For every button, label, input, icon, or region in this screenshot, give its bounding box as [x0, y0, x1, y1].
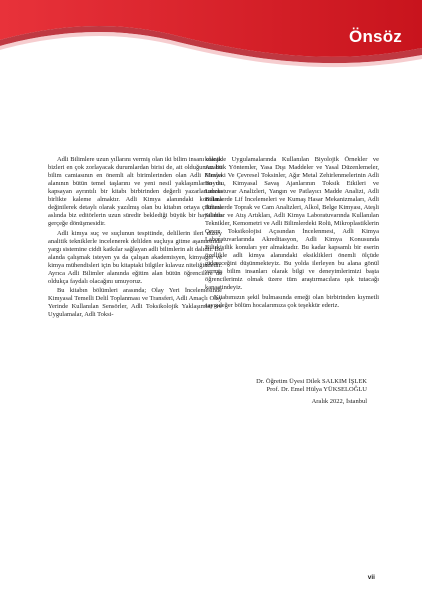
left-text-column	[48, 156, 222, 320]
page-title: Önsöz	[349, 27, 402, 46]
paragraph: Adli kimya suç ve suçlunun tespitinde, delillerin ileri düzey analitik tekniklerle incelenerek delilden suçluya gitme aşamasında yargı sistemine ciddi katkılar sağlayan adli bilimlerin alt dalıdır. Bu alanda çalışmak isteyen ya da çalışan akademisyen, kimyager ve kimya mühendisleri için bu kitaptaki bilgiler kılavuz niteliğindedir. Ayrıca Adli Bilimler alanında eğitim alan bütün öğrencilere de oldukça faydalı olacağını umuyoruz.	[48, 229, 223, 285]
signature-name-1: Dr. Öğretim Üyesi Dilek SALKIM İŞLEK	[256, 378, 367, 385]
paragraph: kolojide Uygulamalarında Kullanılan Biyolojik Örnekler ve Analitik Yöntemler, Yasa Dışı Maddeler ve Yasal Düzenlemeler, Mesleki Ve Çevresel Toksinler, Ağır Metal Zehirlenmelerinin Adli Boyutu, Kimyasal Savaş Ajanlarının Toksik Etkileri ve Laboratuvar Analizleri, Yangın ve Patlayıcı Madde Analizi, Adli Bilimlerde Lif İncelemeleri ve Kumaş Hasar Mekanizmaları, Adli Bilimlerde Toprak ve Cam Analizleri, Alkol, Belge Kimyası, Ateşli Silahlar ve Atış Artıkları, Adli Kimya Laboratuvarında Kullanılan Teknikler, Kemometri ve Adli Bilimlerdeki Rolü, Mikroplastiklerin Çevre Toksikolojisi Açısından İncelenmesi, Adli Kimya Laboratuvarlarında Akreditasyon, Adli Kimya Konusunda Bilirkişilik konuları yer almaktadır. Bu kadar kapsamlı bir eserin özellikle adli kimya alanındaki eksiklikleri önemli ölçüde gidereceğini düşünmekteyiz. Bu yolda ilerleyen bu alana gönül vermiş bilim insanları olarak bilgi ve deneyimlerimizi başta öğrencilerimiz olmak üzere tüm araştırmacılara ışık tutacağı kanaatindeyiz.	[205, 156, 379, 292]
page-number: vii	[367, 574, 375, 581]
right-text-column	[205, 156, 379, 310]
paragraph: Kitabımızın şekil bulmasında emeği olan birbirinden kıymetli saygıdeğer bölüm hocalarımıza çok teşekkür ederiz.	[205, 293, 379, 309]
header-banner	[0, 0, 422, 84]
paragraph: Adli Bilimlere uzun yıllarını vermiş olan iki bilim insanı olarak bizleri en çok zorlayacak durumlardan birisi de, ait olduğumuz bu bilim camiasının en önemli alt birimlerinden olan Adli Kimya alanının bütün temel taşlarını ve yeni nesil yaklaşımlarını da kapsayan ayrıntılı bir kitabı birbirinden değerli yazarlarımızla birlikte kaleme almaktır. Adli Kimya alanındaki konulara değinilerek detaylı olarak yazılmış olan bu kitabın ortaya çıkması aslında biz editörlerin uzun süredir beklediği büyük bir hayalinin gerçeğe dönüşmesidir.	[48, 156, 222, 228]
signature-name-2: Prof. Dr. Emel Hülya YÜKSELOĞLU	[266, 386, 367, 393]
paragraph: Bu kitabın bölümleri arasında; Olay Yeri İncelemesinde Kimyasal Temelli Delil Toplanması ve Transferi, Adli Amaçlı Olay Yerinde Kullanılan Sensörler, Adli Toksikolojik Yaklaşımlar ve Uygulamalar, Adli Toksi-	[48, 287, 222, 319]
signature-date: Aralık 2022, İstanbul	[311, 398, 367, 405]
